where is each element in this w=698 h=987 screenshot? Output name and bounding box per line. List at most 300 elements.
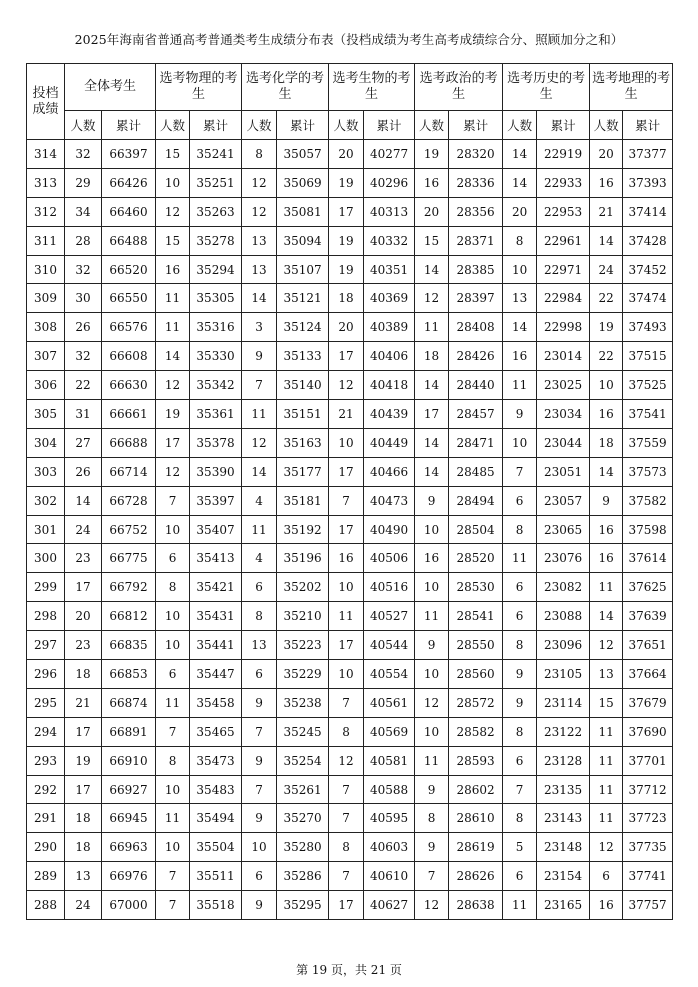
count-cell: 19 [590, 313, 623, 342]
count-cell: 11 [590, 717, 623, 746]
count-cell: 6 [503, 862, 537, 891]
cumulative-cell: 35441 [190, 631, 242, 660]
cumulative-cell: 28626 [449, 862, 503, 891]
cumulative-cell: 37452 [623, 255, 673, 284]
count-cell: 6 [503, 573, 537, 602]
cumulative-cell: 35361 [190, 400, 242, 429]
count-cell: 11 [503, 371, 537, 400]
cumulative-cell: 37614 [623, 544, 673, 573]
cumulative-cell: 35518 [190, 891, 242, 920]
cumulative-cell: 28397 [449, 284, 503, 313]
count-cell: 10 [415, 717, 449, 746]
cumulative-cell: 40351 [364, 255, 415, 284]
count-cell: 16 [590, 400, 623, 429]
cumulative-cell: 23096 [537, 631, 590, 660]
header-score: 投档成绩 [27, 64, 65, 140]
count-cell: 8 [329, 717, 364, 746]
cumulative-cell: 35294 [190, 255, 242, 284]
count-cell: 18 [65, 804, 102, 833]
cumulative-cell: 66608 [102, 342, 156, 371]
cumulative-cell: 35107 [277, 255, 329, 284]
table-row [27, 717, 673, 746]
cumulative-cell: 66688 [102, 428, 156, 457]
table-row [27, 197, 673, 226]
cumulative-cell: 28602 [449, 775, 503, 804]
count-cell: 18 [329, 284, 364, 313]
cumulative-cell: 35447 [190, 660, 242, 689]
table-row [27, 515, 673, 544]
count-cell: 17 [329, 515, 364, 544]
cumulative-cell: 66910 [102, 746, 156, 775]
cumulative-cell: 40527 [364, 602, 415, 631]
cumulative-cell: 66835 [102, 631, 156, 660]
header-cumulative: 累计 [449, 111, 503, 140]
count-cell: 8 [503, 515, 537, 544]
cumulative-cell: 37515 [623, 342, 673, 371]
count-cell: 11 [415, 602, 449, 631]
score-cell: 296 [27, 660, 65, 689]
header-group-physics: 选考物理的考生 [156, 64, 242, 111]
cumulative-cell: 35397 [190, 486, 242, 515]
count-cell: 19 [65, 746, 102, 775]
count-cell: 15 [415, 226, 449, 255]
cumulative-cell: 35163 [277, 428, 329, 457]
cumulative-cell: 28471 [449, 428, 503, 457]
count-cell: 13 [590, 660, 623, 689]
count-cell: 29 [65, 168, 102, 197]
score-cell: 313 [27, 168, 65, 197]
count-cell: 24 [590, 255, 623, 284]
table-row [27, 140, 673, 169]
count-cell: 20 [329, 140, 364, 169]
table-row [27, 631, 673, 660]
cumulative-cell: 35483 [190, 775, 242, 804]
count-cell: 16 [590, 168, 623, 197]
count-cell: 15 [156, 140, 190, 169]
count-cell: 16 [590, 891, 623, 920]
cumulative-cell: 66945 [102, 804, 156, 833]
count-cell: 7 [503, 775, 537, 804]
cumulative-cell: 37735 [623, 833, 673, 862]
count-cell: 12 [590, 631, 623, 660]
score-cell: 288 [27, 891, 65, 920]
score-cell: 314 [27, 140, 65, 169]
count-cell: 17 [65, 717, 102, 746]
count-cell: 8 [156, 746, 190, 775]
cumulative-cell: 40516 [364, 573, 415, 602]
count-cell: 10 [156, 602, 190, 631]
table-row [27, 255, 673, 284]
count-cell: 12 [242, 197, 277, 226]
cumulative-cell: 28504 [449, 515, 503, 544]
cumulative-cell: 37664 [623, 660, 673, 689]
cumulative-cell: 23065 [537, 515, 590, 544]
count-cell: 13 [242, 631, 277, 660]
header-count: 人数 [590, 111, 623, 140]
cumulative-cell: 40389 [364, 313, 415, 342]
count-cell: 13 [65, 862, 102, 891]
count-cell: 14 [415, 428, 449, 457]
count-cell: 11 [156, 688, 190, 717]
count-cell: 15 [590, 688, 623, 717]
header-count: 人数 [329, 111, 364, 140]
count-cell: 10 [156, 168, 190, 197]
cumulative-cell: 40544 [364, 631, 415, 660]
score-cell: 291 [27, 804, 65, 833]
cumulative-cell: 23122 [537, 717, 590, 746]
cumulative-cell: 28572 [449, 688, 503, 717]
cumulative-cell: 28371 [449, 226, 503, 255]
table-row [27, 457, 673, 486]
count-cell: 9 [503, 688, 537, 717]
header-group-chemistry: 选考化学的考生 [242, 64, 329, 111]
table-row [27, 400, 673, 429]
cumulative-cell: 35081 [277, 197, 329, 226]
count-cell: 19 [156, 400, 190, 429]
cumulative-cell: 23088 [537, 602, 590, 631]
count-cell: 20 [590, 140, 623, 169]
header-count: 人数 [156, 111, 190, 140]
cumulative-cell: 37493 [623, 313, 673, 342]
cumulative-cell: 66460 [102, 197, 156, 226]
cumulative-cell: 66397 [102, 140, 156, 169]
header-count: 人数 [503, 111, 537, 140]
count-cell: 10 [156, 833, 190, 862]
count-cell: 14 [503, 313, 537, 342]
count-cell: 6 [590, 862, 623, 891]
count-cell: 9 [242, 804, 277, 833]
cumulative-cell: 28530 [449, 573, 503, 602]
cumulative-cell: 35286 [277, 862, 329, 891]
count-cell: 7 [415, 862, 449, 891]
count-cell: 13 [242, 226, 277, 255]
count-cell: 14 [156, 342, 190, 371]
count-cell: 13 [242, 255, 277, 284]
cumulative-cell: 37723 [623, 804, 673, 833]
cumulative-cell: 22961 [537, 226, 590, 255]
count-cell: 6 [156, 660, 190, 689]
cumulative-cell: 66775 [102, 544, 156, 573]
cumulative-cell: 35177 [277, 457, 329, 486]
count-cell: 22 [590, 284, 623, 313]
count-cell: 17 [415, 400, 449, 429]
cumulative-cell: 28593 [449, 746, 503, 775]
table-row [27, 371, 673, 400]
count-cell: 17 [156, 428, 190, 457]
cumulative-cell: 23114 [537, 688, 590, 717]
cumulative-cell: 37712 [623, 775, 673, 804]
count-cell: 32 [65, 342, 102, 371]
cumulative-cell: 23148 [537, 833, 590, 862]
count-cell: 11 [590, 746, 623, 775]
count-cell: 10 [503, 255, 537, 284]
cumulative-cell: 35223 [277, 631, 329, 660]
count-cell: 14 [242, 284, 277, 313]
cumulative-cell: 66812 [102, 602, 156, 631]
count-cell: 12 [590, 833, 623, 862]
count-cell: 10 [242, 833, 277, 862]
cumulative-cell: 28426 [449, 342, 503, 371]
cumulative-cell: 66927 [102, 775, 156, 804]
cumulative-cell: 35494 [190, 804, 242, 833]
count-cell: 12 [415, 891, 449, 920]
count-cell: 7 [242, 775, 277, 804]
cumulative-cell: 35238 [277, 688, 329, 717]
score-cell: 293 [27, 746, 65, 775]
header-count: 人数 [242, 111, 277, 140]
cumulative-cell: 35202 [277, 573, 329, 602]
count-cell: 23 [65, 631, 102, 660]
cumulative-cell: 40473 [364, 486, 415, 515]
count-cell: 10 [415, 515, 449, 544]
cumulative-cell: 22998 [537, 313, 590, 342]
count-cell: 21 [329, 400, 364, 429]
count-cell: 11 [590, 775, 623, 804]
count-cell: 3 [242, 313, 277, 342]
count-cell: 14 [65, 486, 102, 515]
cumulative-cell: 40603 [364, 833, 415, 862]
cumulative-cell: 35229 [277, 660, 329, 689]
cumulative-cell: 28385 [449, 255, 503, 284]
cumulative-cell: 40369 [364, 284, 415, 313]
cumulative-cell: 35407 [190, 515, 242, 544]
count-cell: 11 [242, 515, 277, 544]
count-cell: 12 [242, 428, 277, 457]
count-cell: 9 [415, 775, 449, 804]
count-cell: 10 [415, 660, 449, 689]
count-cell: 7 [156, 891, 190, 920]
cumulative-cell: 40332 [364, 226, 415, 255]
cumulative-cell: 35254 [277, 746, 329, 775]
cumulative-cell: 35124 [277, 313, 329, 342]
score-cell: 304 [27, 428, 65, 457]
cumulative-cell: 37701 [623, 746, 673, 775]
count-cell: 13 [503, 284, 537, 313]
cumulative-cell: 35069 [277, 168, 329, 197]
count-cell: 7 [242, 371, 277, 400]
cumulative-cell: 23082 [537, 573, 590, 602]
cumulative-cell: 28520 [449, 544, 503, 573]
cumulative-cell: 23143 [537, 804, 590, 833]
cumulative-cell: 35057 [277, 140, 329, 169]
cumulative-cell: 35196 [277, 544, 329, 573]
count-cell: 9 [242, 342, 277, 371]
count-cell: 4 [242, 486, 277, 515]
count-cell: 8 [242, 602, 277, 631]
count-cell: 14 [590, 226, 623, 255]
score-cell: 292 [27, 775, 65, 804]
cumulative-cell: 40466 [364, 457, 415, 486]
count-cell: 12 [156, 457, 190, 486]
count-cell: 11 [590, 573, 623, 602]
count-cell: 7 [156, 486, 190, 515]
cumulative-cell: 23165 [537, 891, 590, 920]
cumulative-cell: 35378 [190, 428, 242, 457]
cumulative-cell: 66520 [102, 255, 156, 284]
count-cell: 10 [503, 428, 537, 457]
cumulative-cell: 23034 [537, 400, 590, 429]
cumulative-cell: 23051 [537, 457, 590, 486]
count-cell: 18 [590, 428, 623, 457]
count-cell: 9 [503, 660, 537, 689]
cumulative-cell: 35192 [277, 515, 329, 544]
cumulative-cell: 28494 [449, 486, 503, 515]
cumulative-cell: 40449 [364, 428, 415, 457]
score-cell: 310 [27, 255, 65, 284]
table-row [27, 342, 673, 371]
count-cell: 7 [242, 717, 277, 746]
cumulative-cell: 40627 [364, 891, 415, 920]
cumulative-cell: 37559 [623, 428, 673, 457]
cumulative-cell: 28320 [449, 140, 503, 169]
count-cell: 6 [503, 602, 537, 631]
cumulative-cell: 66792 [102, 573, 156, 602]
count-cell: 10 [156, 515, 190, 544]
cumulative-cell: 35270 [277, 804, 329, 833]
cumulative-cell: 67000 [102, 891, 156, 920]
count-cell: 5 [503, 833, 537, 862]
count-cell: 11 [242, 400, 277, 429]
cumulative-cell: 35121 [277, 284, 329, 313]
header-group-geography: 选考地理的考生 [590, 64, 673, 111]
count-cell: 26 [65, 313, 102, 342]
header-group-history: 选考历史的考生 [503, 64, 590, 111]
table-row [27, 284, 673, 313]
table-row [27, 573, 673, 602]
score-cell: 305 [27, 400, 65, 429]
cumulative-cell: 40313 [364, 197, 415, 226]
header-cumulative: 累计 [537, 111, 590, 140]
cumulative-cell: 35210 [277, 602, 329, 631]
count-cell: 21 [590, 197, 623, 226]
count-cell: 17 [65, 775, 102, 804]
count-cell: 19 [415, 140, 449, 169]
cumulative-cell: 66661 [102, 400, 156, 429]
cumulative-cell: 22919 [537, 140, 590, 169]
score-cell: 308 [27, 313, 65, 342]
count-cell: 11 [415, 313, 449, 342]
cumulative-cell: 23128 [537, 746, 590, 775]
count-cell: 16 [590, 544, 623, 573]
cumulative-cell: 35458 [190, 688, 242, 717]
table-row [27, 833, 673, 862]
cumulative-cell: 66714 [102, 457, 156, 486]
cumulative-cell: 40561 [364, 688, 415, 717]
count-cell: 7 [329, 775, 364, 804]
cumulative-cell: 37573 [623, 457, 673, 486]
cumulative-cell: 35504 [190, 833, 242, 862]
cumulative-cell: 37414 [623, 197, 673, 226]
cumulative-cell: 35330 [190, 342, 242, 371]
cumulative-cell: 37757 [623, 891, 673, 920]
count-cell: 9 [242, 688, 277, 717]
table-row [27, 775, 673, 804]
cumulative-cell: 37377 [623, 140, 673, 169]
count-cell: 17 [329, 631, 364, 660]
count-cell: 21 [65, 688, 102, 717]
count-cell: 19 [329, 168, 364, 197]
cumulative-cell: 40277 [364, 140, 415, 169]
cumulative-cell: 28550 [449, 631, 503, 660]
cumulative-cell: 37525 [623, 371, 673, 400]
cumulative-cell: 23135 [537, 775, 590, 804]
count-cell: 6 [503, 746, 537, 775]
count-cell: 32 [65, 140, 102, 169]
score-cell: 307 [27, 342, 65, 371]
cumulative-cell: 37474 [623, 284, 673, 313]
count-cell: 11 [156, 313, 190, 342]
count-cell: 9 [242, 746, 277, 775]
count-cell: 6 [242, 573, 277, 602]
count-cell: 16 [590, 515, 623, 544]
cumulative-cell: 40595 [364, 804, 415, 833]
cumulative-cell: 66728 [102, 486, 156, 515]
count-cell: 17 [65, 573, 102, 602]
score-cell: 299 [27, 573, 65, 602]
count-cell: 6 [156, 544, 190, 573]
cumulative-cell: 66576 [102, 313, 156, 342]
score-cell: 294 [27, 717, 65, 746]
count-cell: 9 [503, 400, 537, 429]
count-cell: 19 [329, 255, 364, 284]
count-cell: 14 [590, 457, 623, 486]
count-cell: 7 [329, 804, 364, 833]
cumulative-cell: 35151 [277, 400, 329, 429]
cumulative-cell: 28638 [449, 891, 503, 920]
score-distribution-table [26, 63, 673, 920]
count-cell: 24 [65, 515, 102, 544]
cumulative-cell: 23076 [537, 544, 590, 573]
cumulative-cell: 35133 [277, 342, 329, 371]
cumulative-cell: 40506 [364, 544, 415, 573]
count-cell: 7 [329, 486, 364, 515]
cumulative-cell: 35316 [190, 313, 242, 342]
cumulative-cell: 40569 [364, 717, 415, 746]
header-cumulative: 累计 [190, 111, 242, 140]
count-cell: 8 [503, 804, 537, 833]
score-cell: 295 [27, 688, 65, 717]
count-cell: 20 [329, 313, 364, 342]
score-cell: 290 [27, 833, 65, 862]
count-cell: 8 [329, 833, 364, 862]
table-row [27, 602, 673, 631]
cumulative-cell: 66488 [102, 226, 156, 255]
score-cell: 300 [27, 544, 65, 573]
cumulative-cell: 35413 [190, 544, 242, 573]
page-footer: 第 19 页，共 21 页 [296, 963, 402, 977]
count-cell: 18 [415, 342, 449, 371]
table-row [27, 226, 673, 255]
cumulative-cell: 35094 [277, 226, 329, 255]
count-cell: 9 [415, 631, 449, 660]
score-cell: 289 [27, 862, 65, 891]
cumulative-cell: 37393 [623, 168, 673, 197]
cumulative-cell: 35465 [190, 717, 242, 746]
count-cell: 6 [242, 660, 277, 689]
cumulative-cell: 37651 [623, 631, 673, 660]
count-cell: 20 [503, 197, 537, 226]
count-cell: 16 [415, 168, 449, 197]
count-cell: 14 [242, 457, 277, 486]
cumulative-cell: 28610 [449, 804, 503, 833]
cumulative-cell: 66630 [102, 371, 156, 400]
count-cell: 7 [156, 717, 190, 746]
cumulative-cell: 37582 [623, 486, 673, 515]
score-cell: 297 [27, 631, 65, 660]
count-cell: 7 [329, 862, 364, 891]
count-cell: 10 [329, 428, 364, 457]
cumulative-cell: 35295 [277, 891, 329, 920]
